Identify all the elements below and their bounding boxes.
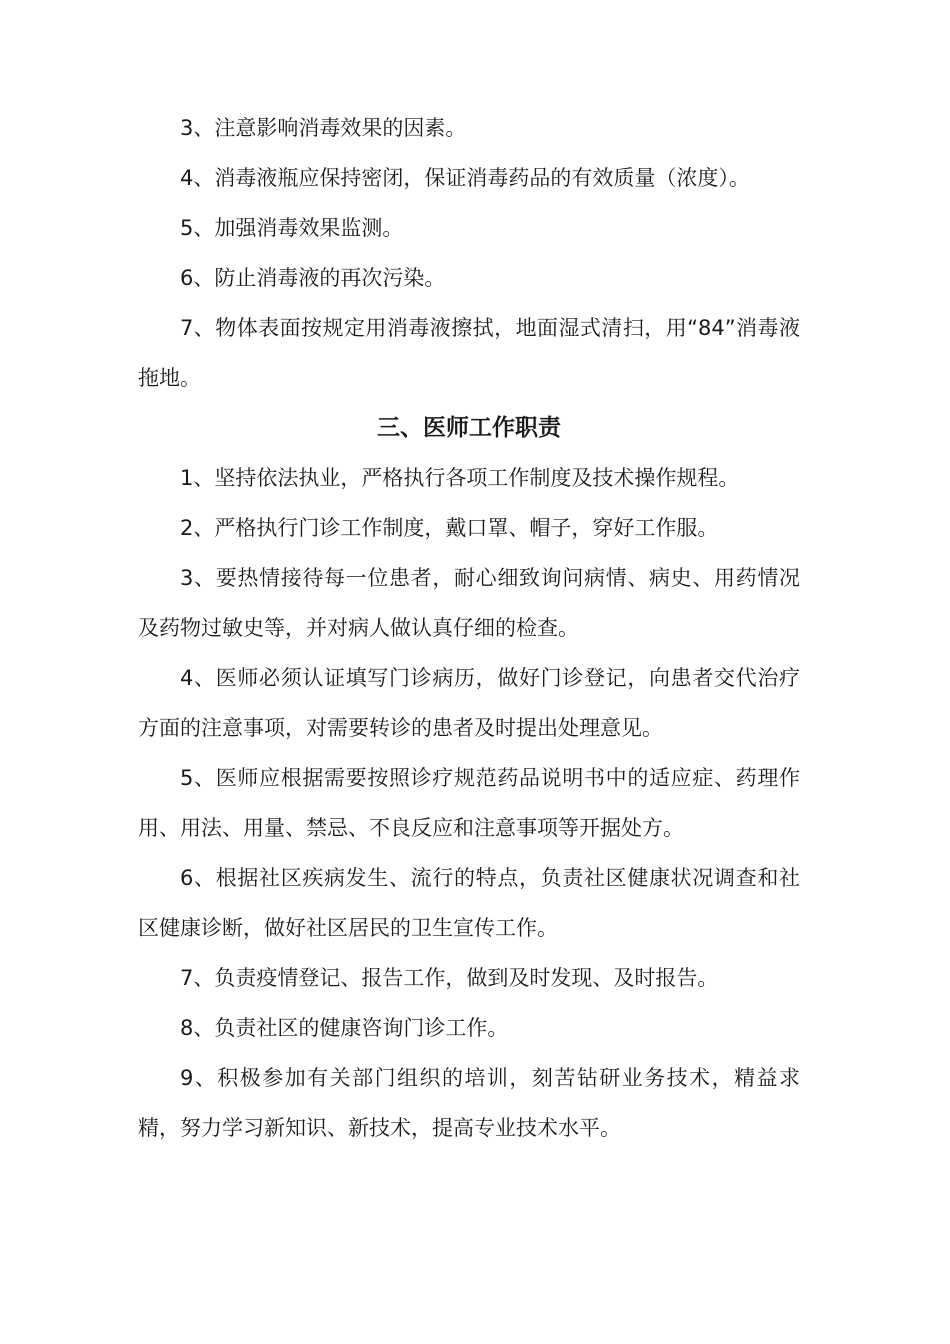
list-item: 7、物体表面按规定用消毒液擦拭，地面湿式清扫，用“84”消毒液拖地。: [138, 316, 800, 390]
section-title: 三、医师工作职责: [377, 415, 561, 441]
list-item: 2、严格执行门诊工作制度，戴口罩、帽子，穿好工作服。: [180, 516, 719, 540]
list-item: 7、负责疫情登记、报告工作，做到及时发现、及时报告。: [180, 966, 719, 990]
list-item: 5、加强消毒效果监测。: [180, 216, 404, 240]
list-item: 8、负责社区的健康咨询门诊工作。: [180, 1016, 509, 1040]
list-item: 6、根据社区疾病发生、流行的特点，负责社区健康状况调查和社区健康诊断，做好社区居民的卫生宣传工作。: [138, 866, 800, 940]
list-item: 9、积极参加有关部门组织的培训，刻苦钻研业务技术，精益求精，努力学习新知识、新技术，提高专业技术水平。: [138, 1066, 800, 1140]
list-item: 3、注意影响消毒效果的因素。: [180, 116, 467, 140]
list-item: 6、防止消毒液的再次污染。: [180, 266, 446, 290]
list-item: 4、消毒液瓶应保持密闭，保证消毒药品的有效质量（浓度）。: [180, 166, 750, 190]
list-item: 3、要热情接待每一位患者，耐心细致询问病情、病史、用药情况及药物过敏史等，并对病人做认真仔细的检查。: [138, 566, 800, 640]
document-body: [138, 103, 800, 1153]
list-item: 5、医师应根据需要按照诊疗规范药品说明书中的适应症、药理作用、用法、用量、禁忌、不良反应和注意事项等开据处方。: [138, 766, 800, 840]
list-item: 1、坚持依法执业，严格执行各项工作制度及技术操作规程。: [180, 466, 740, 490]
list-item: 4、医师必须认证填写门诊病历，做好门诊登记，向患者交代治疗方面的注意事项，对需要转诊的患者及时提出处理意见。: [138, 666, 800, 740]
